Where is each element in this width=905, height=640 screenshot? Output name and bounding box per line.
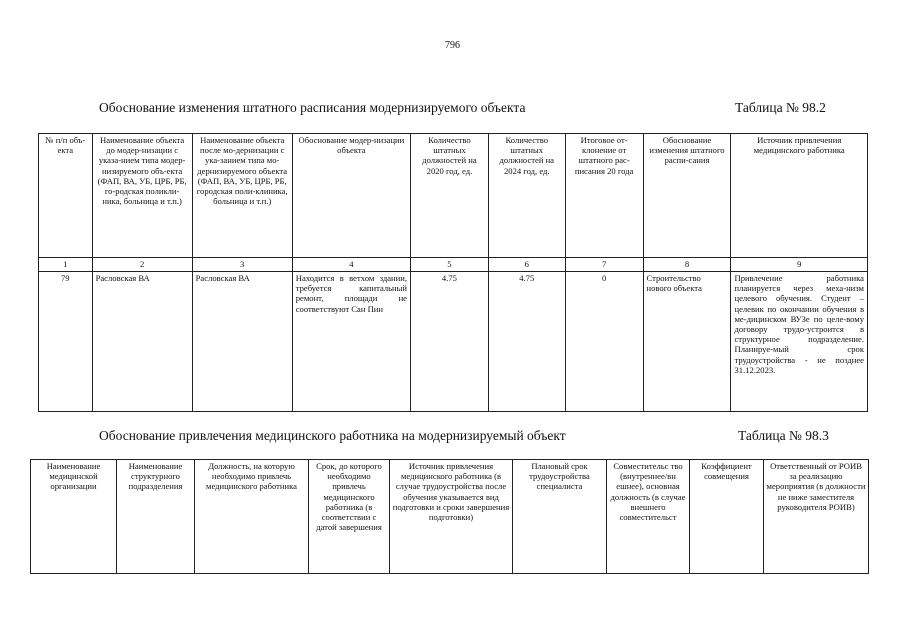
header-cell: Коэффициент совмещения [690,460,764,574]
staffing-change-reason-cell: Строительство нового объекта [643,272,731,412]
header-cell: Наименование структурного подразделения [117,460,195,574]
column-number: 5 [411,258,489,272]
column-number: 4 [292,258,410,272]
header-cell: Наименование объекта до модер-низации с указа-нием типа модер-низируемого объ-екта (ФАП, ВА, УБ, ЦРБ, РБ, го-родская поликли-ника, больница и т.п.) [92,134,192,258]
modernization-reason-cell: Находится в ветхом здании, требуется капитальный ремонт, площади не соответствуют Сан Пин [292,272,410,412]
staff-2024-cell: 4.75 [488,272,565,412]
header-cell: Совместительс тво (внутреннее/вн ешнее), основная должность (в случае внешнего совместительст [607,460,690,574]
worker-recruitment-table [30,459,869,574]
staff-2020-cell: 4.75 [411,272,489,412]
column-number: 9 [731,258,868,272]
deviation-cell: 0 [565,272,643,412]
table-98-3-label: Таблица № 98.3 [738,428,829,443]
object-before-cell: Расловская ВА [92,272,192,412]
column-number: 6 [488,258,565,272]
column-number: 2 [92,258,192,272]
table-header-row [39,134,868,258]
header-cell: Должность, на которую необходимо привлечь медицинского работника [195,460,309,574]
worker-source-cell: Привлечение работника планируется через меха-низм целевого обучения. Студент – целевик по окончании обучения в ме-дицинском ВУЗе по целе-вому договору трудо-устроится в структурное подразделение. Планируе-мый срок трудоустройства - не позднее 31.12.2023. [731,272,868,412]
column-number: 3 [192,258,292,272]
staffing-change-table [38,133,868,412]
header-cell: Обоснование модер-низации объекта [292,134,410,258]
object-number-cell: 79 [39,272,93,412]
header-cell: Плановый срок трудоустройства специалиста [513,460,607,574]
table-header-row [31,460,869,574]
header-cell: Наименование медицинской организации [31,460,117,574]
page-number: 796 [445,40,460,51]
header-cell: Источник привлечения медицинского работника (в случае трудоустройства после обучения указывается вид подготовки и сроки завершения подготовки) [390,460,513,574]
header-cell: № п/п объ-екта [39,134,93,258]
header-cell: Количество штатных должностей на 2024 год, ед. [488,134,565,258]
table-row [39,272,868,412]
table-98-2-label: Таблица № 98.2 [735,100,826,115]
column-number-row [39,258,868,272]
header-cell: Количество штатных должностей на 2020 год, ед. [411,134,489,258]
header-cell: Ответственный от РОИВ за реализацию мероприятия (в должности не ниже заместителя руководителя РОИВ) [764,460,869,574]
column-number: 8 [643,258,731,272]
header-cell: Итоговое от-клонение от штатного рас-писания 20 года [565,134,643,258]
object-after-cell: Расловская ВА [192,272,292,412]
table-98-2-caption: Обоснование изменения штатного расписания модернизируемого объекта [99,100,526,115]
header-cell: Наименование объекта после мо-дернизации с ука-занием типа мо-дернизируемого объекта (ФАП, ВА, УБ, ЦРБ, РБ, городская поли-клиника, больница и т.п.) [192,134,292,258]
column-number: 7 [565,258,643,272]
header-cell: Срок, до которого необходимо привлечь медицинского работника (в соответствии с датой завершения [309,460,390,574]
header-cell: Обоснование изменения штатного распи-сания [643,134,731,258]
header-cell: Источник привлечения медицинского работника [731,134,868,258]
column-number: 1 [39,258,93,272]
table-98-3-caption: Обоснование привлечения медицинского работника на модернизируемый объект [99,428,566,443]
